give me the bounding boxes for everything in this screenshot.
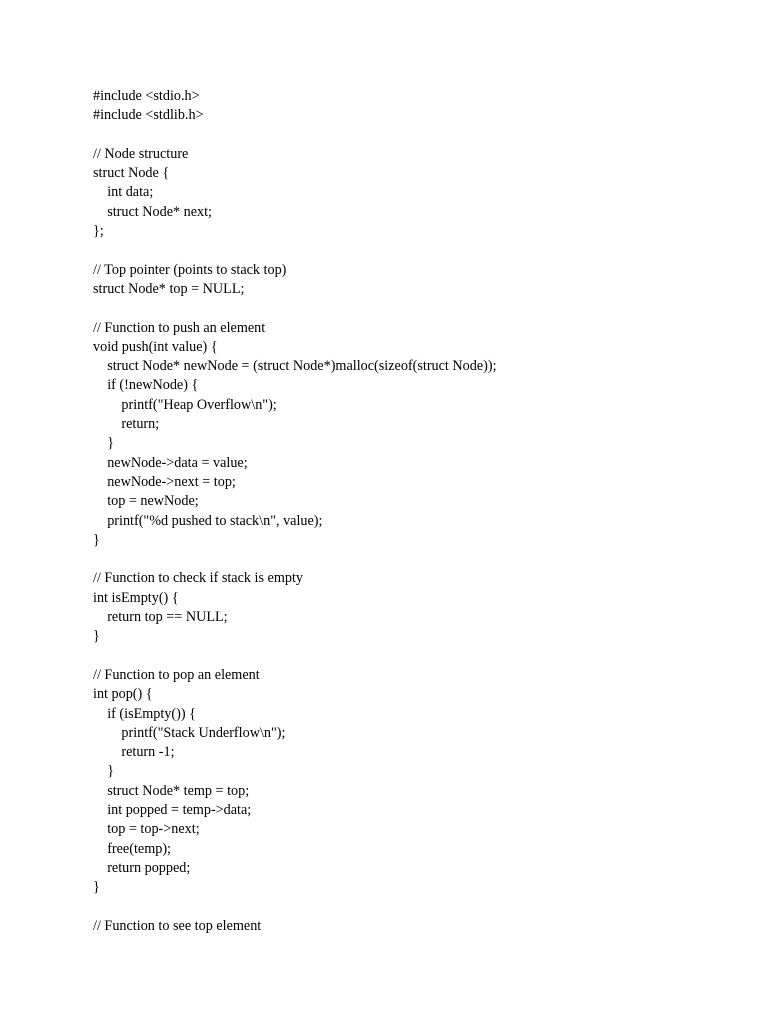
code-line [93,299,497,318]
code-line [93,126,497,145]
code-line: // Top pointer (points to stack top) [93,261,287,278]
code-line: return -1; [93,744,175,761]
code-line: } [93,531,100,548]
code-line: // Function to push an element [93,319,266,336]
code-line: struct Node* top = NULL; [93,280,245,297]
code-listing [93,87,497,936]
code-line: if (isEmpty()) { [93,705,196,722]
code-line: // Node structure [93,145,189,162]
code-line [93,241,497,260]
code-line [93,897,497,916]
code-line: }; [93,223,104,240]
code-line: newNode->data = value; [93,454,248,471]
code-line: #include <stdio.h> [93,88,200,104]
code-line: top = top->next; [93,821,200,838]
code-line: int isEmpty() { [93,589,179,606]
code-line [93,647,497,666]
code-line: #include <stdlib.h> [93,107,204,124]
code-line: free(temp); [93,840,171,857]
code-line: printf("Stack Underflow\n"); [93,724,286,741]
code-line: int popped = temp->data; [93,801,252,818]
code-line: } [93,628,100,645]
code-line: struct Node* next; [93,203,212,220]
code-line: } [93,879,100,896]
code-line: if (!newNode) { [93,377,199,394]
code-line: top = newNode; [93,493,199,510]
code-line: int pop() { [93,686,153,703]
code-line: return top == NULL; [93,609,228,626]
code-line: } [93,763,114,780]
code-line: newNode->next = top; [93,473,236,490]
code-line: struct Node* newNode = (struct Node*)malloc(sizeof(struct Node)); [93,358,497,375]
code-line [93,550,497,569]
code-line: int data; [93,184,154,201]
code-line: printf("Heap Overflow\n"); [93,396,277,413]
code-line: struct Node* temp = top; [93,782,250,799]
code-line: void push(int value) { [93,338,218,355]
code-line: return; [93,416,160,433]
code-line: } [93,435,114,452]
code-line: // Function to see top element [93,917,262,934]
code-line: struct Node { [93,165,170,182]
code-line: // Function to pop an element [93,666,260,683]
code-line: printf("%d pushed to stack\n", value); [93,512,323,529]
code-line: // Function to check if stack is empty [93,570,304,587]
code-line: return popped; [93,859,191,876]
